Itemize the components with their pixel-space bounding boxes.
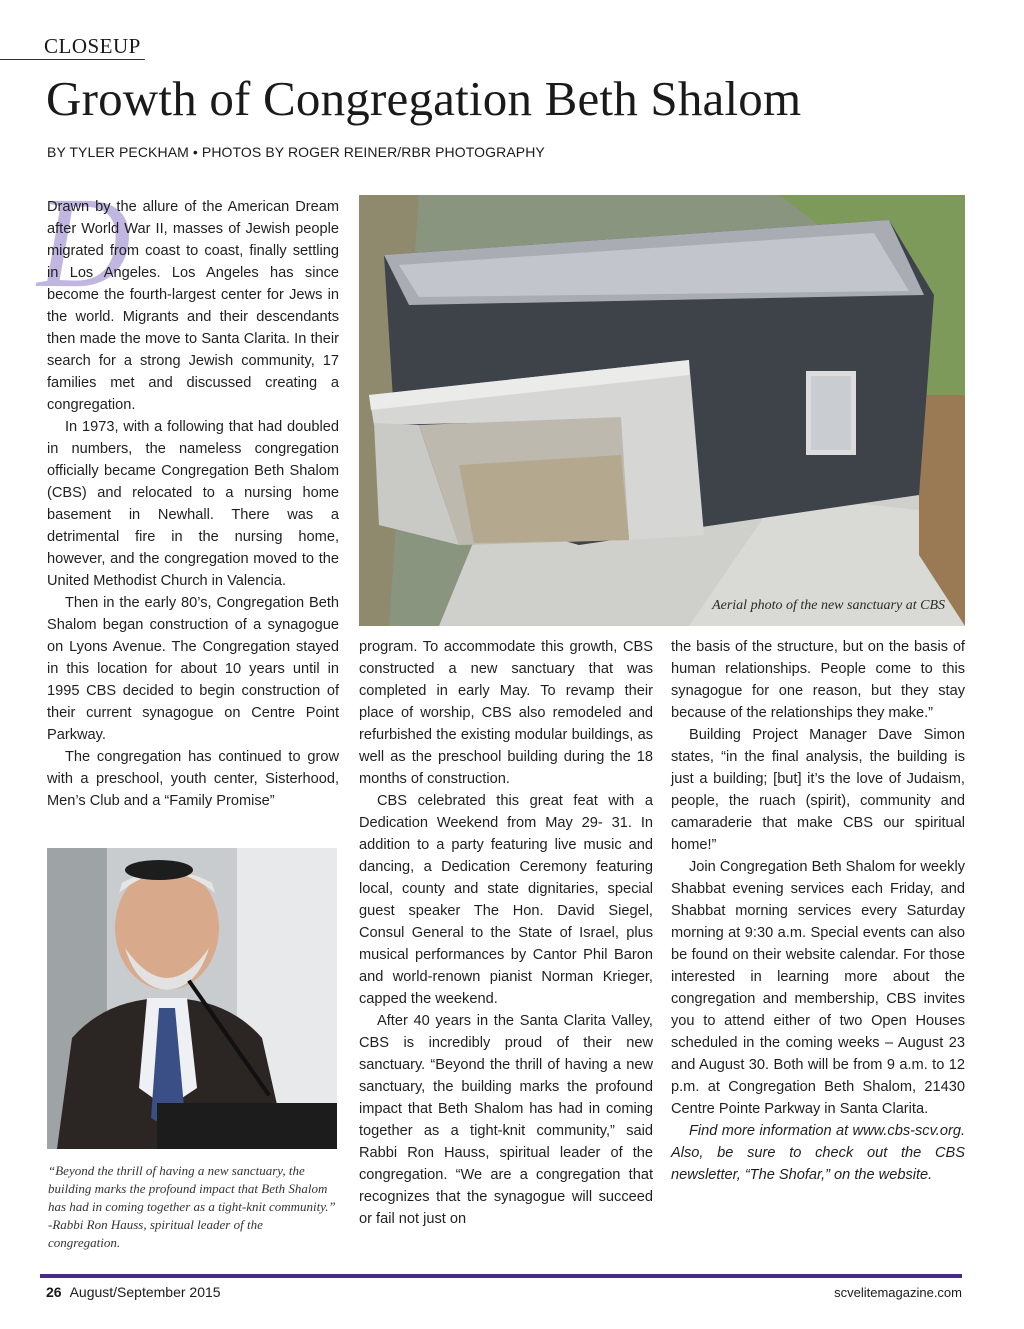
rabbi-photo-caption: “Beyond the thrill of having a new sanctuary, the building marks the profound impact that Beth Shalom has had in coming together as a tight-knit community.” -Rabbi Ron Hauss, spiritual leader of the congregation. [48, 1163, 336, 1250]
article-paragraph: Building Project Manager Dave Simon states, “in the final analysis, the building is just a building; [but] it’s the love of Judaism, people, the ruach (spirit), community and camaraderie that make CBS our spiritual home!” [671, 727, 965, 853]
article-paragraph: Join Congregation Beth Shalom for weekly Shabbat evening services each Friday, and Shabbat morning services every Saturday morning at 9:30 a.m. Special events can also be found on their website calendar. For those interested in learning more about the congregation and membership, CBS invites you to attend either of two Open Houses scheduled in the coming weeks – August 23 and August 30. Both will be from 9 a.m. to 12 p.m. at Congregation Beth Shalom, 21430 Centre Pointe Parkway in Santa Clarita. [671, 859, 965, 1117]
article-paragraph: After 40 years in the Santa Clarita Valley, CBS is incredibly proud of their new sanctuary. “Beyond the thrill of having a new sanctuary, the building marks the profound impact that Beth Shalom has had in coming together as a tight-knit community,” said Rabbi Ron Hauss, spiritual leader of the congregation. “We are a congregation that recognizes that the synagogue will succeed or fail not just on [359, 1013, 653, 1227]
page-number: 26 [46, 1284, 62, 1300]
article-paragraph: program. To accommodate this growth, CBS constructed a new sanctuary that was completed in early May. To revamp their place of worship, CBS also remodeled and refurbished the existing modular buildings, as well as the preschool building during the 18 months of construction. [359, 639, 653, 787]
article-paragraph: Find more information at www.cbs-scv.org. Also, be sure to check out the CBS newsletter, “The Shofar,” on the website. [671, 1123, 965, 1183]
byline: BY TYLER PECKHAM • PHOTOS BY ROGER REINER/RBR PHOTOGRAPHY [47, 144, 545, 160]
rabbi-portrait-photo [47, 848, 337, 1149]
article-column-2 [359, 636, 653, 1230]
article-column-3 [671, 636, 965, 1186]
article-title: Growth of Congregation Beth Shalom [46, 71, 802, 126]
aerial-photo-caption: Aerial photo of the new sanctuary at CBS [712, 598, 945, 613]
rabbi-photo-illustration [47, 848, 337, 1149]
footer-rule [40, 1274, 962, 1278]
article-paragraph: CBS celebrated this great feat with a Dedication Weekend from May 29- 31. In addition to a party featuring live music and dancing, a Dedication Ceremony featuring local, county and state dignitaries, special guest speaker The Hon. David Siegel, Consul General to the State of Israel, plus musical performances by Cantor Phil Baron and world-renown pianist Norman Krieger, capped the weekend. [359, 793, 653, 1007]
issue-date: August/September 2015 [69, 1284, 221, 1300]
aerial-sanctuary-photo [359, 195, 965, 626]
article-paragraph: the basis of the structure, but on the basis of human relationships. People come to this synagogue for one reason, but they stay because of the relationships they make.” [671, 639, 965, 721]
drop-cap-ornament: D [37, 171, 131, 315]
aerial-photo-illustration [359, 195, 965, 626]
article-paragraph: In 1973, with a following that had doubled in numbers, the nameless congregation officially became Congregation Beth Shalom (CBS) and relocated to a nursing home basement in Newhall. There was a detrimental fire in the nursing home, however, and the congregation moved to the United Methodist Church in Valencia. [47, 419, 339, 589]
footer-issue-info [46, 1284, 221, 1300]
article-paragraph: Then in the early 80’s, Congregation Beth Shalom began construction of a synagogue on Lyons Avenue. The Congregation stayed in this location for about 10 years until in 1995 CBS decided to begin construction of their current synagogue on Centre Point Parkway. [47, 595, 339, 743]
section-label: CLOSEUP [44, 34, 141, 58]
section-rule [0, 59, 145, 60]
footer-website: scvelitemagazine.com [834, 1285, 962, 1300]
article-paragraph: The congregation has continued to grow with a preschool, youth center, Sisterhood, Men’s Club and a “Family Promise” [47, 749, 339, 809]
article-paragraph: Drawn by the allure of the American Dream after World War II, masses of Jewish people migrated from coast to coast, finally settling in Los Angeles. Los Angeles has since become the fourth-largest center for Jews in the world. Migrants and their descendants then made the move to Santa Clarita. In their search for a strong Jewish community, 17 families met and discussed creating a congregation. [47, 199, 339, 413]
article-column-1 [47, 196, 339, 812]
